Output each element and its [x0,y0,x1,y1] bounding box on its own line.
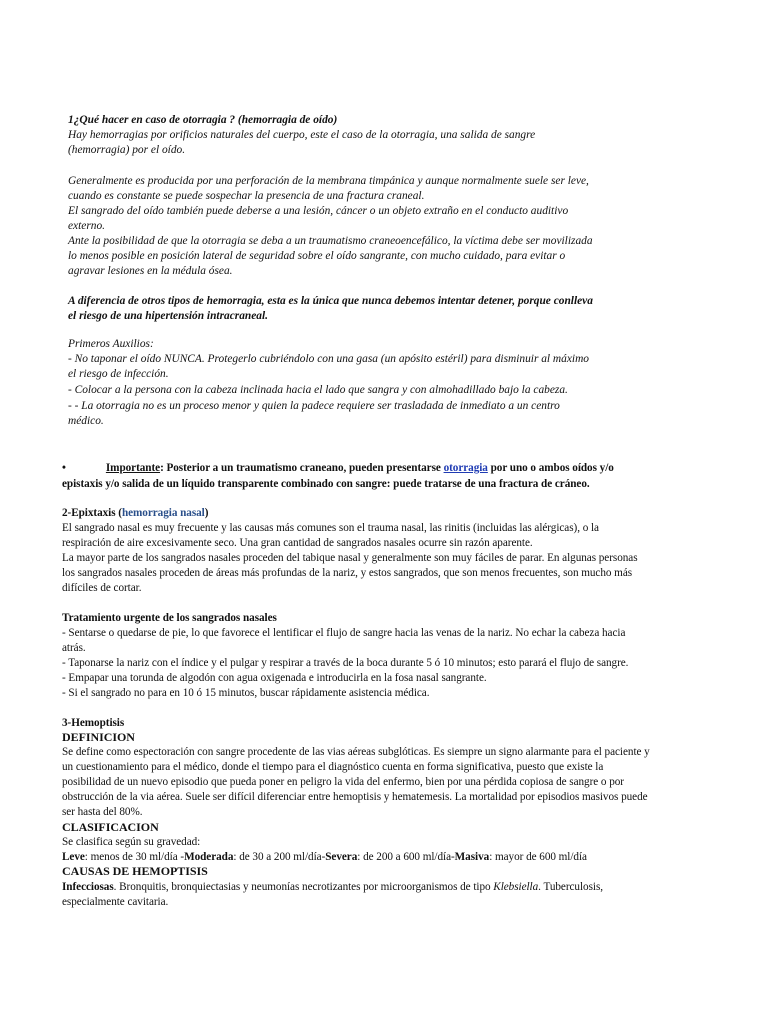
paragraph-line: Generalmente es producida por una perforación de la membrana timpánica y aunque normalmente suele ser leve, [68,175,589,187]
definition-line: obstrucción de la via aérea. Suele ser difícil diferenciar entre hemoptisis y hematemesis. La mortalidad por episodios masivos puede [62,791,648,803]
paragraph-line: los sangrados nasales proceden de áreas más profundas de la nariz, y estos sangrados, que son menos frecuentes, son mucho más [62,567,633,579]
first-aid-line: médico. [68,415,104,427]
paragraph-line: La mayor parte de los sangrados nasales proceden del tabique nasal y generalmente son muy fáciles de parar. En algunas personas [62,552,638,564]
severity-label: Moderada [184,851,234,863]
paragraph-line: agravar lesiones en la médula ósea. [68,265,233,277]
warning-line: el riesgo de una hipertensión intracraneal. [68,310,268,322]
warning-line: A diferencia de otros tipos de hemorragia, esta es la única que nunca debemos intentar detener, porque conlleva [68,295,593,307]
first-aid-title: Primeros Auxilios: [68,338,154,350]
important-label: Importante [105,462,161,474]
definition-line: un cuestionamiento para el médico, donde el tiempo para el diagnóstico cuenta en forma significativa, puesto que existe la [62,761,604,773]
definition-line: ser hasta del 80%. [62,806,143,818]
causes-line [62,880,603,895]
important-line [62,461,614,476]
treatment-line: - Si el sangrado no para en 10 ó 15 minutos, buscar rápidamente asistencia médica. [62,687,430,699]
treatment-line: atrás. [62,642,86,654]
section-title-hemoptisis: 3-Hemoptisis [62,717,125,729]
treatment-line: - Sentarse o quedarse de pie, lo que favorece el lentificar el flujo de sangre hacia las venas de la nariz. No echar la cabeza hacia [62,627,626,639]
definition-line: posibilidad de un nuevo episodio que pueda poner en peligro la vida del enfermo, bien por una pérdida copiosa de sangre o por [62,776,624,788]
severity-line [62,850,587,865]
causes-line-2: especialmente cavitaria. [62,896,169,908]
treatment-line: - Empapar una torunda de algodón con agua oxigenada e introducirla en la fosa nasal sangrante. [62,672,487,684]
severity-text: : de 200 a 600 ml/día- [357,851,455,863]
paragraph-line: Hay hemorragias por orificios naturales del cuerpo, este el caso de la otorragia, una salida de sangre [68,129,536,141]
paragraph-line: cuando es constante se puede sospechar la presencia de una fractura craneal. [68,190,425,202]
paragraph-line: externo. [68,220,106,232]
severity-label: Leve [62,851,85,863]
section-title-epistaxis [62,506,208,521]
bullet-icon: • [62,462,66,474]
severity-text: : menos de 30 ml/día - [84,851,185,863]
first-aid-line: - No taponar el oído NUNCA. Protegerlo cubriéndolo con una gasa (un apósito estéril) para disminuir al máximo [68,353,589,365]
section-title-text: ) [204,507,209,519]
section-title-text: 2-Epixtaxis ( [62,507,122,519]
cause-label: Infecciosas [62,881,114,893]
classification-heading: CLASIFICACION [62,820,159,834]
severity-text: : de 30 a 200 ml/día- [233,851,326,863]
first-aid-line: - - La otorragia no es un proceso menor y quien la padece requiere ser trasladada de inmediato a un centro [68,400,560,412]
cause-text: Klebsiella [493,881,539,893]
classification-intro: Se clasifica según su gravedad: [62,836,201,848]
definition-heading: DEFINICION [62,730,135,744]
cause-text: . Tuberculosis, [538,881,603,893]
severity-label: Severa [325,851,358,863]
first-aid-line: el riesgo de infección. [68,368,169,380]
causes-heading: CAUSAS DE HEMOPTISIS [62,864,208,878]
cause-text: . Bronquitis, bronquiectasias y neumonías necrotizantes por microorganismos de tipo [113,881,494,893]
paragraph-line: El sangrado nasal es muy frecuente y las causas más comunes son el trauma nasal, las rinitis (incluidas las alérgicas), o la [62,522,599,534]
first-aid-line: - Colocar a la persona con la cabeza inclinada hacia el lado que sangra y con almohadillado bajo la cabeza. [68,384,568,396]
severity-label: Masiva [454,851,490,863]
otorragia-link[interactable]: otorragia [443,462,488,474]
paragraph-line: Ante la posibilidad de que la otorragia se deba a un traumatismo craneoencefálico, la víctima debe ser movilizada [68,235,593,247]
treatment-line: - Taponarse la nariz con el índice y el pulgar y respirar a través de la boca durante 5 ó 10 minutos; esto parará el flujo de sangre. [62,657,629,669]
hemorragia-nasal-link[interactable]: hemorragia nasal [121,507,205,519]
important-text: por uno o ambos oídos y/o [487,462,614,474]
section-title-otorragia: 1¿Qué hacer en caso de otorragia ? (hemorragia de oído) [68,114,338,126]
important-text: : Posterior a un traumatismo craneano, pueden presentarse [160,462,444,474]
paragraph-line: difíciles de cortar. [62,582,142,594]
paragraph-line: lo menos posible en posición lateral de seguridad sobre el oído sangrante, con mucho cuidado, para evitar o [68,250,566,262]
paragraph-line: El sangrado del oído también puede deberse a una lesión, cáncer o un objeto extraño en el conducto auditivo [68,205,569,217]
severity-text: : mayor de 600 ml/día [489,851,587,863]
paragraph-line: (hemorragia) por el oído. [68,144,186,156]
definition-line: Se define como espectoración con sangre procedente de las vias aéreas subglóticas. Es siempre un signo alarmante para el paciente y [62,746,650,758]
paragraph-line: respiración de aire excesivamente seco. Una gran cantidad de sangrados nasales ocurre sin razón aparente. [62,537,533,549]
important-line-2: epistaxis y/o salida de un líquido transparente combinado con sangre: puede tratarse de una fractura de cráneo. [62,478,590,490]
treatment-title: Tratamiento urgente de los sangrados nasales [62,612,277,624]
